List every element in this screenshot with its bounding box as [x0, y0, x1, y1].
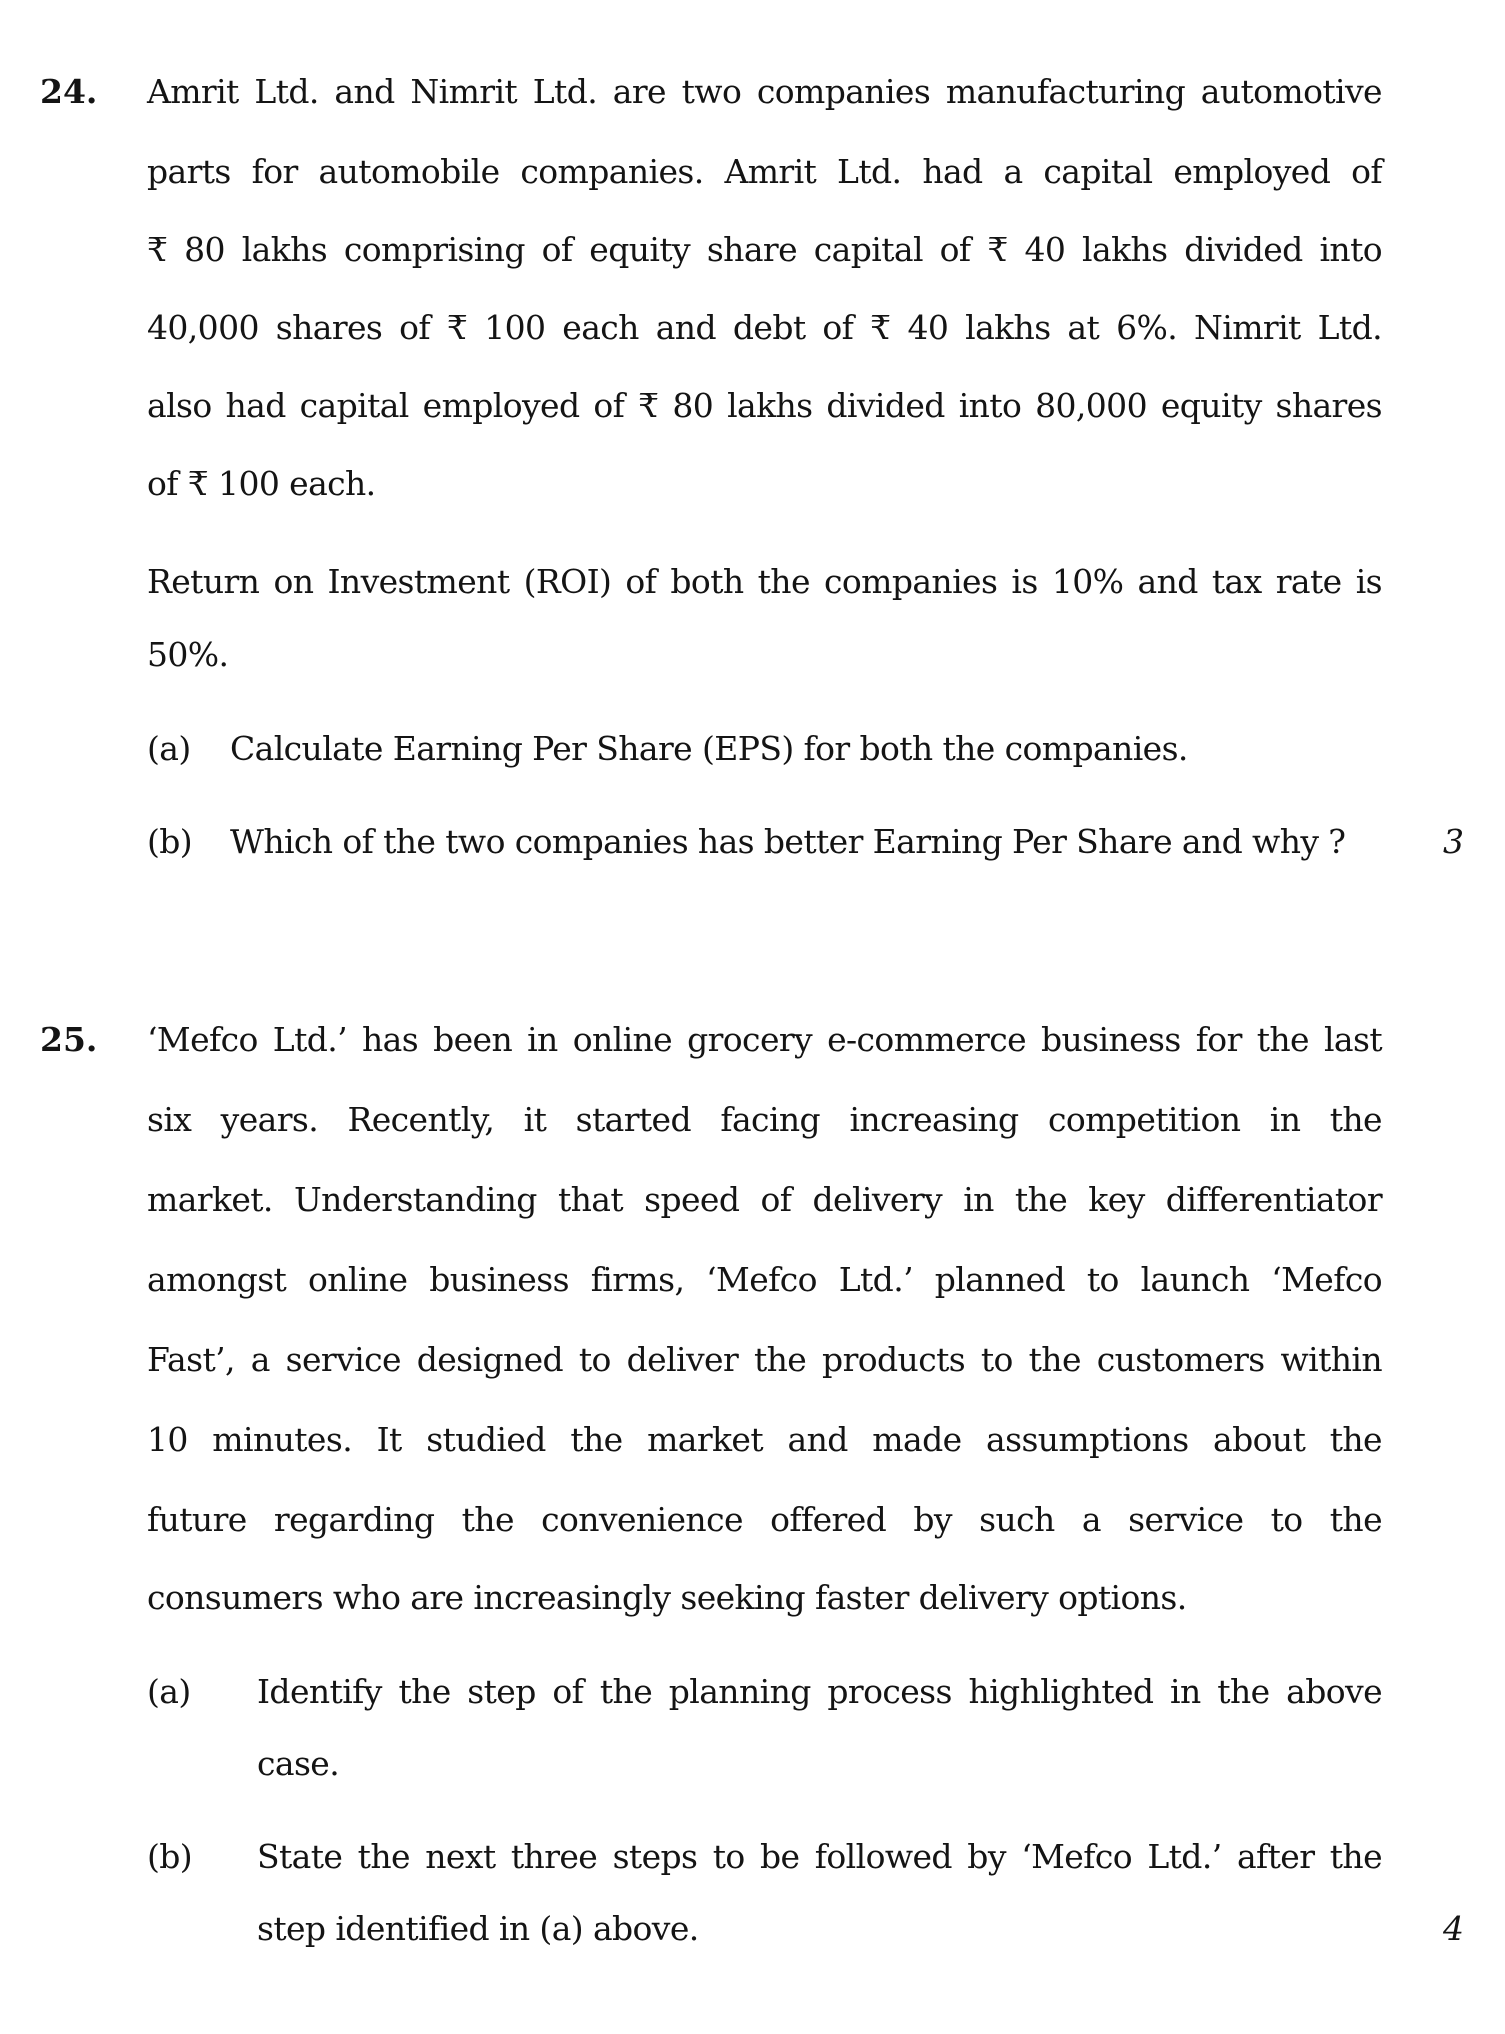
paragraph-line: also had capital employed of ₹ 80 lakhs divided into 80,000 equity shares — [147, 386, 1382, 425]
part-label-b: (b) — [147, 1837, 193, 1876]
paragraph-line: parts for automobile companies. Amrit Ltd. had a capital employed of — [147, 152, 1382, 191]
paragraph-line: consumers who are increasingly seeking faster delivery options. — [147, 1578, 1187, 1617]
paragraph-line: amongst online business firms, ‘Mefco Ltd.’ planned to launch ‘Mefco — [147, 1260, 1382, 1299]
part-label-a: (a) — [147, 729, 191, 768]
paragraph-line: Fast’, a service designed to deliver the products to the customers within — [147, 1340, 1382, 1379]
paragraph-line: Amrit Ltd. and Nimrit Ltd. are two companies manufacturing automotive — [147, 72, 1382, 111]
paragraph-line: 10 minutes. It studied the market and made assumptions about the — [147, 1420, 1382, 1459]
part-label-b: (b) — [147, 822, 193, 861]
part-text-b: State the next three steps to be followed by ‘Mefco Ltd.’ after the — [257, 1837, 1382, 1876]
paragraph-line: future regarding the convenience offered by such a service to the — [147, 1500, 1382, 1539]
part-text-b: Which of the two companies has better Earning Per Share and why ? — [230, 822, 1346, 861]
question-number: 25. — [40, 1020, 98, 1059]
paragraph-line: 50%. — [147, 635, 229, 674]
paragraph-line: Return on Investment (ROI) of both the companies is 10% and tax rate is — [147, 562, 1382, 601]
part-text-a-cont: case. — [257, 1744, 340, 1783]
marks: 4 — [1443, 1909, 1464, 1948]
paragraph-line: of ₹ 100 each. — [147, 464, 376, 503]
part-text-a: Calculate Earning Per Share (EPS) for both the companies. — [230, 729, 1188, 768]
paragraph-line: 40,000 shares of ₹ 100 each and debt of ₹ 40 lakhs at 6%. Nimrit Ltd. — [147, 308, 1382, 347]
part-label-a: (a) — [147, 1672, 191, 1711]
paragraph-line: six years. Recently, it started facing increasing competition in the — [147, 1100, 1382, 1139]
question-number: 24. — [40, 72, 98, 111]
marks: 3 — [1443, 822, 1464, 861]
paragraph-line: market. Understanding that speed of delivery in the key differentiator — [147, 1180, 1382, 1219]
part-text-b-cont: step identified in (a) above. — [257, 1909, 699, 1948]
paragraph-line: ₹ 80 lakhs comprising of equity share capital of ₹ 40 lakhs divided into — [147, 230, 1382, 269]
part-text-a: Identify the step of the planning process highlighted in the above — [257, 1672, 1382, 1711]
paragraph-line: ‘Mefco Ltd.’ has been in online grocery e-commerce business for the last — [147, 1020, 1382, 1059]
